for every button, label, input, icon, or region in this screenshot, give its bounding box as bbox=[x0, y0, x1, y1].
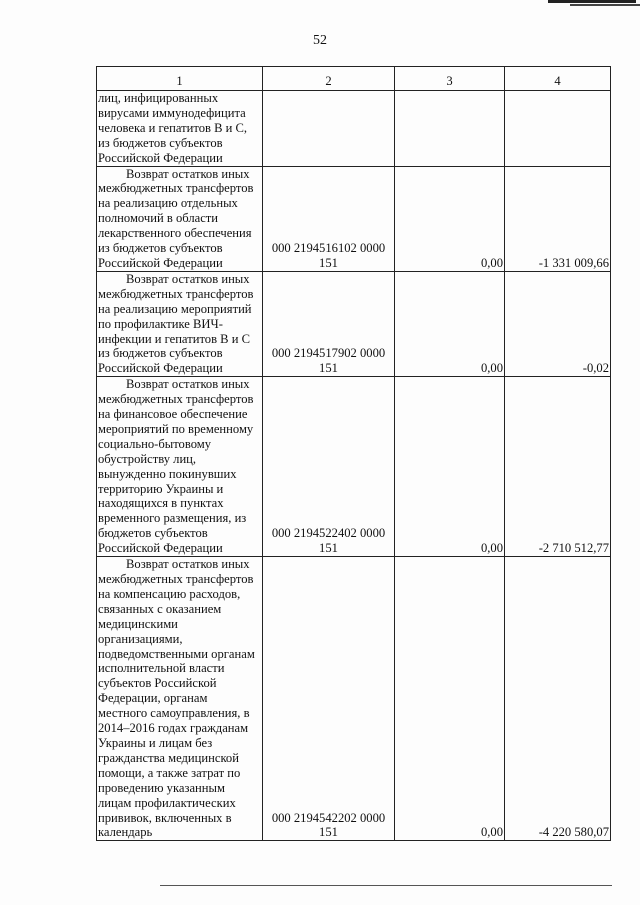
description-line: Возврат остатков иных bbox=[126, 166, 250, 181]
row-description bbox=[97, 377, 263, 557]
description-line: Федерации, органам bbox=[98, 691, 208, 706]
table-row bbox=[97, 91, 611, 167]
column-header-3: 3 bbox=[395, 67, 505, 91]
code-line: 151 bbox=[319, 255, 338, 270]
row-value-col3: 0,00 bbox=[395, 377, 505, 557]
description-line: из бюджетов субъектов bbox=[98, 135, 223, 150]
code-line: 151 bbox=[319, 361, 338, 376]
row-code bbox=[263, 557, 395, 841]
description-line: Возврат остатков иных bbox=[126, 557, 250, 572]
description-line: организациями, bbox=[98, 631, 183, 646]
description-line: из бюджетов субъектов bbox=[98, 241, 223, 256]
table-row bbox=[97, 271, 611, 376]
description-line: обустройству лиц, bbox=[98, 451, 197, 466]
description-line: социально-бытовому bbox=[98, 436, 212, 451]
page-number: 52 bbox=[313, 33, 327, 48]
description-line: межбюджетных трансфертов bbox=[98, 392, 254, 407]
row-value-col3: 0,00 bbox=[395, 166, 505, 271]
description-line: территорию Украины и bbox=[98, 481, 224, 496]
description-line: гражданства медицинской bbox=[98, 750, 239, 765]
code-line: 151 bbox=[319, 541, 338, 556]
description-line: на компенсацию расходов, bbox=[98, 586, 241, 601]
description-line: межбюджетных трансфертов bbox=[98, 572, 254, 586]
row-value-col3 bbox=[395, 91, 505, 167]
code-line: 000 2194517902 0000 bbox=[271, 346, 386, 361]
row-value-col3: 0,00 bbox=[395, 557, 505, 841]
footer-rule bbox=[160, 885, 612, 886]
description-line: временного размещения, из bbox=[98, 511, 247, 526]
description-line: мероприятий по временному bbox=[98, 421, 254, 436]
column-header-4: 4 bbox=[505, 67, 611, 91]
code-line: 000 2194516102 0000 bbox=[271, 241, 386, 256]
description-line: медицинскими bbox=[98, 616, 178, 631]
description-line: Российской Федерации bbox=[98, 541, 223, 556]
description-line: субъектов Российской bbox=[98, 676, 217, 691]
description-line: на реализацию отдельных bbox=[98, 196, 238, 211]
description-line: из бюджетов субъектов bbox=[98, 346, 223, 361]
row-value-col4: -0,02 bbox=[505, 271, 611, 376]
description-line: находящихся в пунктах bbox=[98, 496, 224, 511]
row-value-col4: -2 710 512,77 bbox=[505, 377, 611, 557]
row-value-col4: -1 331 009,66 bbox=[505, 166, 611, 271]
row-code bbox=[263, 271, 395, 376]
description-line: полномочий в области bbox=[98, 211, 219, 226]
code-line: 151 bbox=[319, 825, 338, 840]
row-value-col3: 0,00 bbox=[395, 271, 505, 376]
row-code bbox=[263, 166, 395, 271]
description-line: на финансовое обеспечение bbox=[98, 407, 248, 422]
row-code bbox=[263, 91, 395, 167]
description-line: вирусами иммунодефицита bbox=[98, 105, 246, 120]
row-description bbox=[97, 557, 263, 841]
description-line: проведению указанным bbox=[98, 780, 225, 795]
row-value-col4 bbox=[505, 91, 611, 167]
description-line: Российской Федерации bbox=[98, 255, 223, 270]
description-line: на реализацию мероприятий bbox=[98, 301, 252, 316]
description-line: 2014–2016 годах гражданам bbox=[98, 721, 249, 736]
scan-edge-mark bbox=[544, 0, 640, 7]
table-body bbox=[97, 91, 611, 841]
description-line: исполнительной власти bbox=[98, 661, 225, 676]
description-line: местного самоуправления, в bbox=[98, 706, 250, 721]
row-code bbox=[263, 377, 395, 557]
description-line: человека и гепатитов В и С, bbox=[98, 120, 248, 135]
table-header-row bbox=[97, 67, 611, 91]
row-description bbox=[97, 271, 263, 376]
description-line: Российской Федерации bbox=[98, 150, 223, 165]
description-line: межбюджетных трансфертов bbox=[98, 286, 254, 301]
description-line: бюджетов субъектов bbox=[98, 526, 208, 541]
description-line: вынужденно покинувших bbox=[98, 466, 237, 481]
table-row bbox=[97, 377, 611, 557]
description-line: подведомственными органам bbox=[98, 646, 255, 661]
row-value-col4: -4 220 580,07 bbox=[505, 557, 611, 841]
description-line: помощи, а также затрат по bbox=[98, 765, 241, 780]
description-line: межбюджетных трансфертов bbox=[98, 181, 254, 196]
column-header-2: 2 bbox=[263, 67, 395, 91]
description-line: инфекции и гепатитов В и С bbox=[98, 331, 251, 346]
description-line: прививок, включенных в bbox=[98, 810, 232, 825]
code-line: 000 2194522402 0000 bbox=[271, 526, 386, 541]
column-header-1: 1 bbox=[97, 67, 263, 91]
description-line: Возврат остатков иных bbox=[126, 271, 250, 286]
budget-table bbox=[96, 66, 611, 841]
description-line: Возврат остатков иных bbox=[126, 377, 250, 392]
description-line: лекарственного обеспечения bbox=[98, 226, 252, 241]
row-description bbox=[97, 166, 263, 271]
description-line: календарь bbox=[98, 825, 153, 840]
table-row bbox=[97, 166, 611, 271]
row-description bbox=[97, 91, 263, 167]
table-row bbox=[97, 557, 611, 841]
description-line: Украины и лицам без bbox=[98, 735, 213, 750]
description-line: по профилактике ВИЧ- bbox=[98, 316, 223, 331]
description-line: лицам профилактических bbox=[98, 795, 236, 810]
description-line: связанных с оказанием bbox=[98, 601, 222, 616]
description-line: лиц, инфицированных bbox=[98, 91, 219, 105]
code-line: 000 2194542202 0000 bbox=[271, 810, 386, 825]
description-line: Российской Федерации bbox=[98, 361, 223, 376]
